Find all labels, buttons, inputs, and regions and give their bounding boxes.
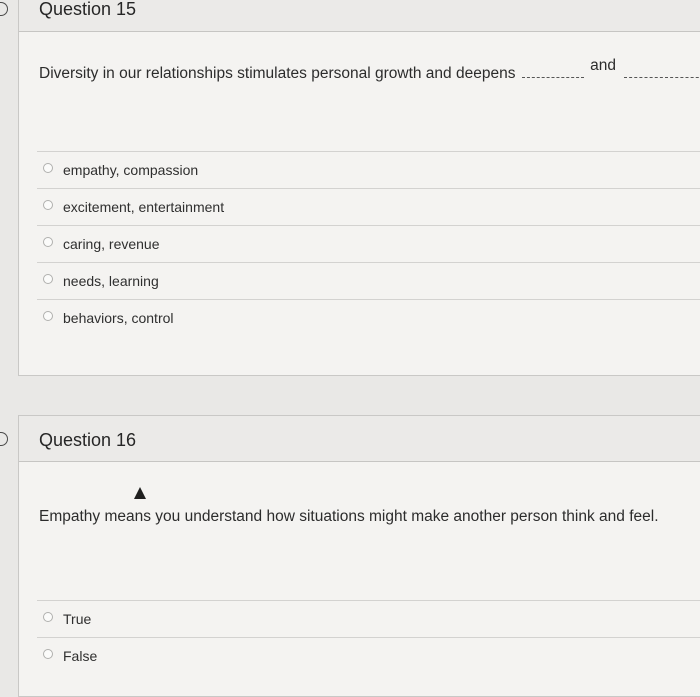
blank-line [522, 77, 584, 78]
mouse-cursor-icon [134, 487, 146, 499]
question-prompt [39, 57, 700, 83]
radio-button[interactable] [43, 649, 53, 659]
answer-option[interactable] [37, 600, 700, 637]
answer-label[interactable]: behaviors, control [63, 310, 174, 326]
question-header [19, 0, 700, 32]
answer-label[interactable]: needs, learning [63, 273, 159, 289]
question-prompt: Empathy means you understand how situations might make another person think and feel. [39, 508, 659, 525]
answer-label[interactable]: excitement, entertainment [63, 199, 225, 215]
prompt-text: Diversity in our relationships stimulates personal growth and deepens [39, 65, 516, 82]
collapse-arrow-icon[interactable] [0, 432, 8, 446]
question-title: Question 15 [39, 0, 137, 19]
answer-list [37, 151, 700, 336]
answer-option[interactable] [37, 225, 700, 262]
radio-button[interactable] [43, 612, 53, 622]
answer-option[interactable] [37, 262, 700, 299]
collapse-arrow-icon[interactable] [0, 2, 8, 16]
answer-option[interactable] [37, 637, 700, 674]
radio-button[interactable] [43, 237, 53, 247]
radio-button[interactable] [43, 200, 53, 210]
blank-line [624, 77, 700, 78]
radio-button[interactable] [43, 274, 53, 284]
radio-button[interactable] [43, 311, 53, 321]
question-title: Question 16 [39, 430, 137, 450]
answer-label[interactable]: empathy, compassion [63, 162, 199, 178]
radio-button[interactable] [43, 163, 53, 173]
question-15-panel [18, 0, 700, 376]
prompt-conjunction: and [590, 57, 616, 74]
answer-label[interactable]: True [63, 611, 92, 627]
answer-option[interactable] [37, 188, 700, 225]
answer-option[interactable] [37, 151, 700, 188]
answer-option[interactable] [37, 299, 700, 336]
question-header [19, 416, 700, 462]
answer-label[interactable]: False [63, 648, 98, 664]
answer-list [37, 600, 700, 674]
answer-label[interactable]: caring, revenue [63, 236, 160, 252]
question-16-panel [18, 415, 700, 697]
